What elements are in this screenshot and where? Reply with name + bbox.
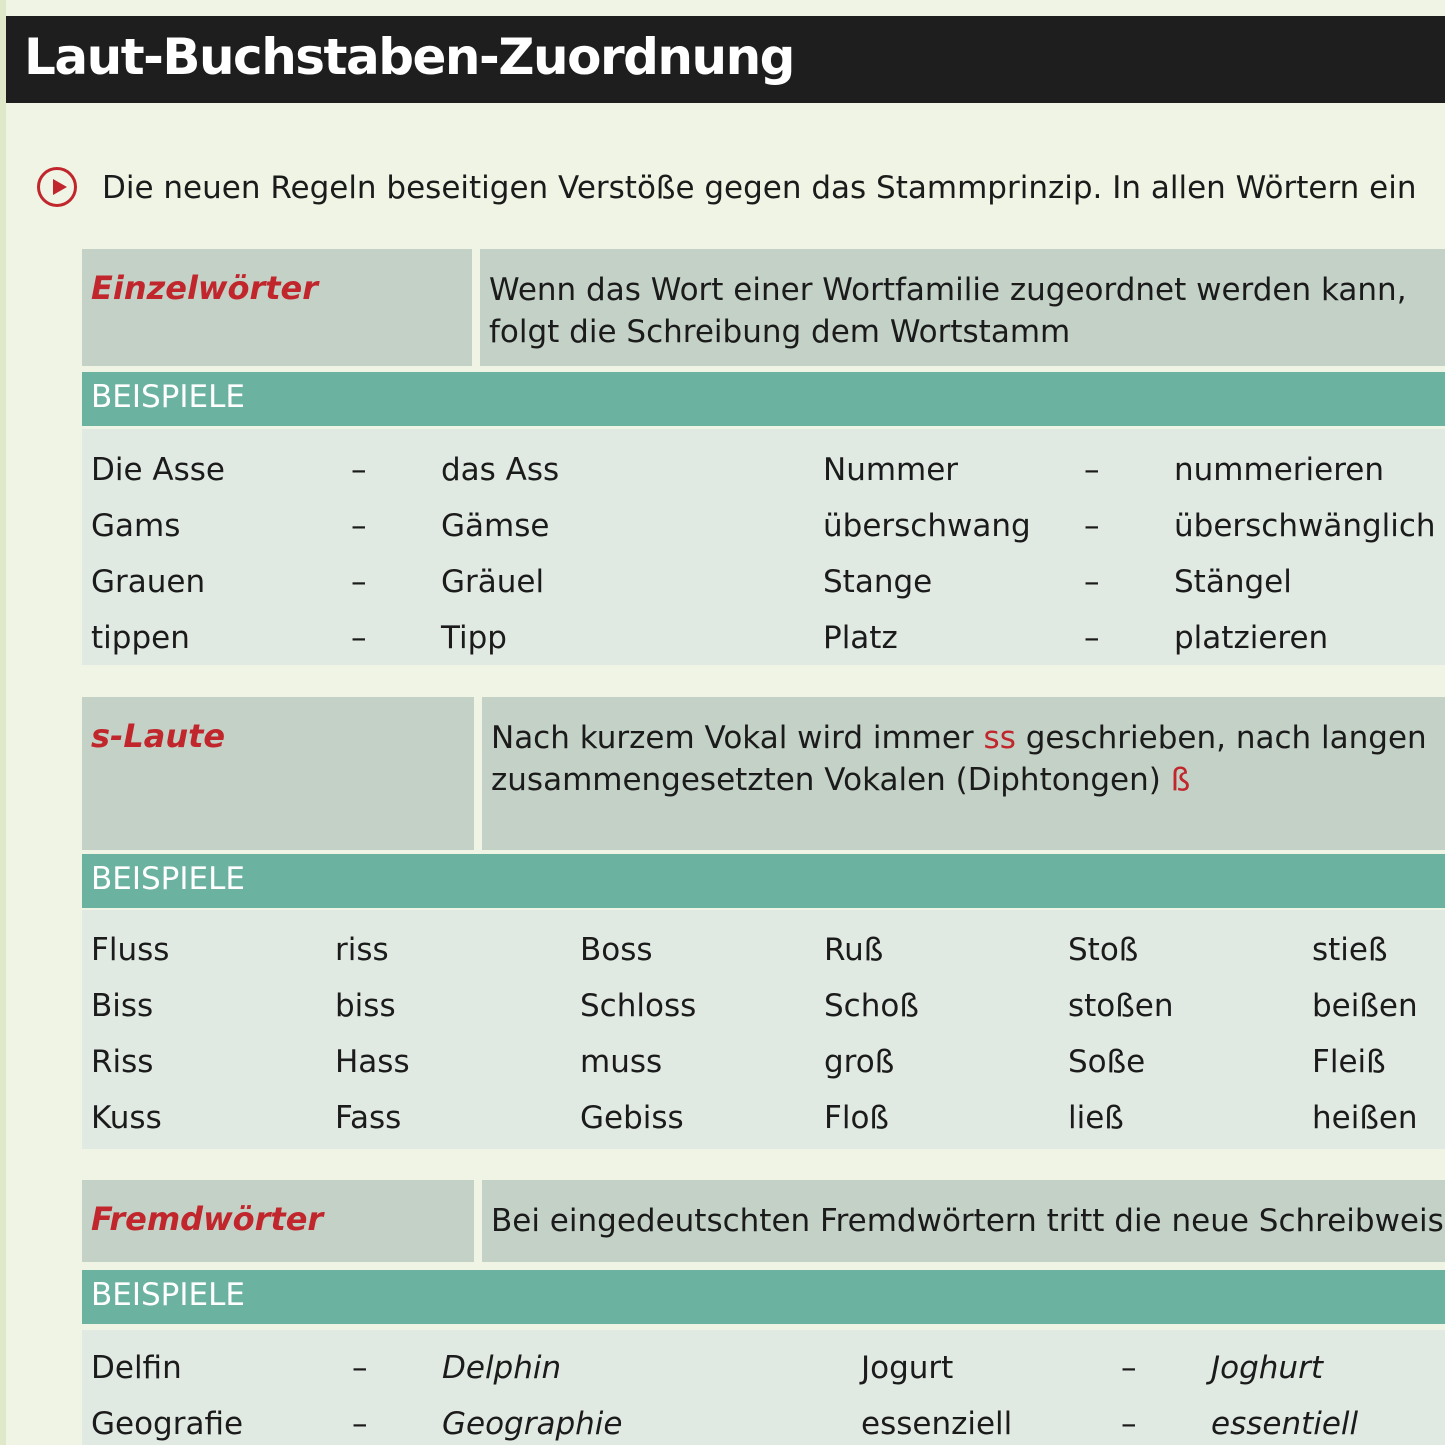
table-cell: Platz xyxy=(823,620,898,656)
table-cell: essenziell xyxy=(861,1406,1013,1442)
examples-band xyxy=(82,372,1445,426)
table-cell: Boss xyxy=(580,932,653,968)
rule-text-part: geschrieben, nach langen xyxy=(1015,720,1427,756)
title-bar xyxy=(6,16,1445,103)
table-cell: essentiell xyxy=(1211,1406,1359,1442)
section-label-cell xyxy=(82,697,474,850)
dash: – xyxy=(351,620,367,656)
rule-highlight: ss xyxy=(983,720,1016,756)
table-cell: Delphin xyxy=(442,1350,562,1386)
examples-table xyxy=(82,910,1445,1149)
table-cell: Soße xyxy=(1068,1044,1146,1080)
rule-line xyxy=(491,759,1427,801)
table-cell: Biss xyxy=(91,988,154,1024)
intro-text: Die neuen Regeln beseitigen Verstöße gegen das Stammprinzip. In allen Wörtern ein xyxy=(102,170,1417,206)
examples-label: BEISPIELE xyxy=(91,861,245,897)
table-cell: das Ass xyxy=(441,452,560,488)
rule-highlight: ß xyxy=(1170,762,1191,798)
page-title: Laut-Buchstaben-Zuordnung xyxy=(24,28,794,86)
rule-text xyxy=(489,269,1407,353)
table-cell: Tipp xyxy=(441,620,507,656)
section-header xyxy=(82,249,1445,366)
table-cell: Joghurt xyxy=(1211,1350,1323,1386)
rule-text xyxy=(491,1200,1444,1242)
table-cell: Riss xyxy=(91,1044,154,1080)
table-cell: Jogurt xyxy=(861,1350,954,1386)
table-cell: nummerieren xyxy=(1174,452,1384,488)
table-cell: beißen xyxy=(1312,988,1418,1024)
dash: – xyxy=(352,1406,368,1442)
dash: – xyxy=(1084,452,1100,488)
examples-label: BEISPIELE xyxy=(91,379,245,415)
dash: – xyxy=(352,1350,368,1386)
table-cell: Gräuel xyxy=(441,564,545,600)
section-header xyxy=(82,697,1445,850)
table-cell: Hass xyxy=(335,1044,410,1080)
table-cell: Gämse xyxy=(441,508,550,544)
table-cell: groß xyxy=(824,1044,895,1080)
rule-text-part: zusammengesetzten Vokalen (Diphtongen) xyxy=(491,762,1171,798)
table-cell: Grauen xyxy=(91,564,206,600)
table-cell: riss xyxy=(335,932,389,968)
dash: – xyxy=(1121,1406,1137,1442)
examples-table xyxy=(82,1330,1445,1445)
table-cell: Geografie xyxy=(91,1406,244,1442)
dash: – xyxy=(351,564,367,600)
table-cell: Floß xyxy=(824,1100,889,1136)
table-cell: Delfin xyxy=(91,1350,182,1386)
table-cell: Gebiss xyxy=(580,1100,684,1136)
dash: – xyxy=(1084,564,1100,600)
table-cell: stieß xyxy=(1312,932,1388,968)
table-cell: überschwänglich xyxy=(1174,508,1436,544)
table-cell: tippen xyxy=(91,620,190,656)
play-icon[interactable] xyxy=(37,167,77,207)
rule-line: Wenn das Wort einer Wortfamilie zugeordnet werden kann, xyxy=(489,272,1407,308)
table-cell: Ruß xyxy=(824,932,884,968)
table-cell: platzieren xyxy=(1174,620,1329,656)
table-cell: ließ xyxy=(1068,1100,1124,1136)
dash: – xyxy=(1084,620,1100,656)
table-cell: Nummer xyxy=(823,452,959,488)
table-cell: Kuss xyxy=(91,1100,162,1136)
rule-cell xyxy=(482,697,1445,850)
table-cell: Schoß xyxy=(824,988,919,1024)
dash: – xyxy=(351,508,367,544)
table-cell: Stängel xyxy=(1174,564,1292,600)
rule-cell xyxy=(480,249,1445,366)
rule-cell xyxy=(482,1180,1445,1262)
table-cell: stoßen xyxy=(1068,988,1174,1024)
dash: – xyxy=(1084,508,1100,544)
rule-text xyxy=(491,717,1427,801)
section-fremdwoerter xyxy=(82,1180,1445,1445)
section-label-cell xyxy=(82,249,472,366)
table-cell: Fleiß xyxy=(1312,1044,1386,1080)
table-cell: überschwang xyxy=(823,508,1031,544)
table-cell: biss xyxy=(335,988,396,1024)
section-s-laute xyxy=(82,697,1445,1149)
rule-line xyxy=(491,717,1427,759)
table-cell: Die Asse xyxy=(91,452,225,488)
table-cell: Geographie xyxy=(442,1406,623,1442)
examples-band xyxy=(82,854,1445,908)
table-cell: heißen xyxy=(1312,1100,1418,1136)
rule-line: Bei eingedeutschten Fremdwörtern tritt die neue Schreibweis xyxy=(491,1203,1444,1239)
section-label: Fremdwörter xyxy=(91,1200,324,1238)
table-cell: Stoß xyxy=(1068,932,1139,968)
table-cell: Fass xyxy=(335,1100,402,1136)
rule-line: folgt die Schreibung dem Wortstamm xyxy=(489,314,1071,350)
section-label-cell xyxy=(82,1180,474,1262)
examples-label: BEISPIELE xyxy=(91,1277,245,1313)
table-cell: muss xyxy=(580,1044,663,1080)
dash: – xyxy=(351,452,367,488)
examples-table xyxy=(82,429,1445,665)
rule-text-part: Nach kurzem Vokal wird immer xyxy=(491,720,984,756)
table-cell: Fluss xyxy=(91,932,170,968)
table-cell: Stange xyxy=(823,564,933,600)
dash: – xyxy=(1121,1350,1137,1386)
section-label: Einzelwörter xyxy=(91,269,319,307)
intro xyxy=(37,167,1445,217)
section-label: s-Laute xyxy=(91,717,226,755)
page xyxy=(6,0,1445,1445)
section-header xyxy=(82,1180,1445,1262)
section-einzelwoerter xyxy=(82,249,1445,665)
table-cell: Schloss xyxy=(580,988,697,1024)
examples-band xyxy=(82,1270,1445,1324)
table-cell: Gams xyxy=(91,508,181,544)
